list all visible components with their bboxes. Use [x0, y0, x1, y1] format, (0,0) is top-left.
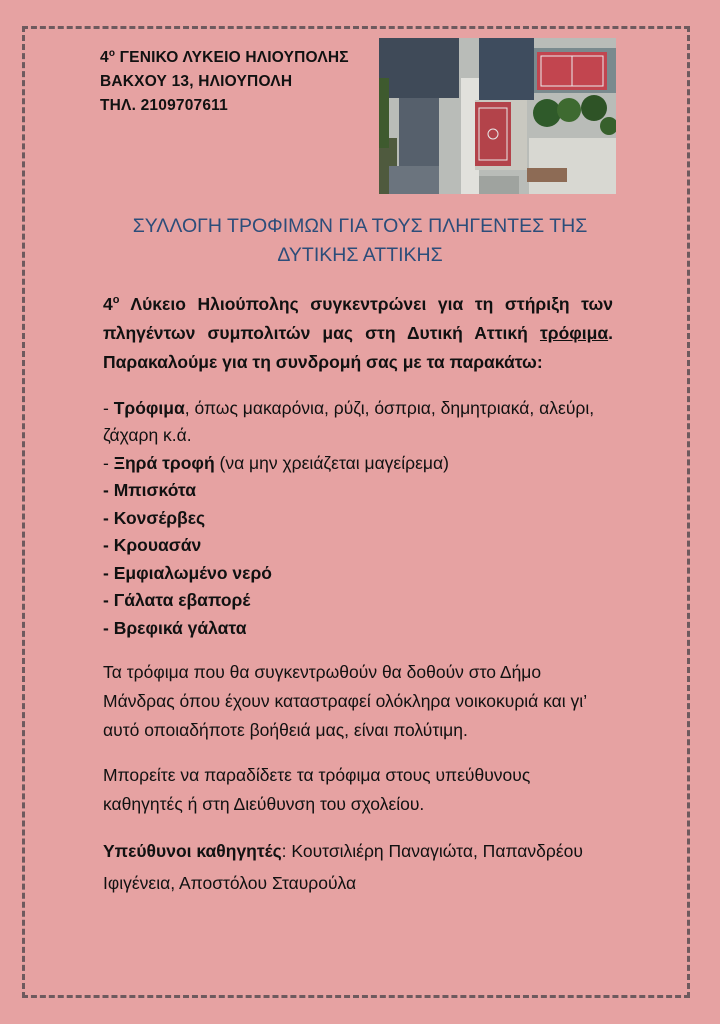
school-name: $4^o$ ΓΕΝΙΚΟ ΛΥΚΕΙΟ ΗΛΙΟΥΠΟΛΗΣ [100, 48, 349, 67]
school-phone: ΤΗΛ. 2109707611 [100, 97, 228, 115]
list-item: - Τρόφιμα, όπως μακαρόνια, ρύζι, όσπρια, δημητριακά, αλεύρι, ζάχαρη κ.ά. [103, 397, 595, 446]
list-item: - Μπισκότα [103, 480, 196, 501]
intro-paragraph: $4^o$ Λύκειο Ηλιούπολης συγκεντρώνει για τη στήριξη των πληγέντων συμπολιτών μας στη Δυτική Αττική τρόφιμα. Παρακαλούμε για τη συνδρομή σας με τα παρακάτω: [103, 293, 613, 372]
aerial-photo-illustration [379, 38, 616, 194]
delivery-paragraph: Μπορείτε να παραδίδετε τα τρόφιμα στους υπεύθυνους καθηγητές ή στη Διεύθυνση του σχολείου. [103, 765, 531, 815]
school-header [100, 42, 370, 118]
document-body [103, 286, 613, 899]
responsible-teachers: Υπεύθυνοι καθηγητές: Κουτσιλιέρη Παναγιώτα, Παπανδρέου Ιφιγένεια, Αποστόλου Σταυρούλα [103, 841, 583, 894]
underlined-word: τρόφιμα [539, 322, 609, 343]
list-item: - Γάλατα εβαπορέ [103, 590, 251, 611]
page-title [100, 212, 620, 270]
school-address: ΒΑΚΧΟΥ 13, ΗΛΙΟΥΠΟΛΗ [100, 73, 293, 91]
title-line-2: ΔΥΤΙΚΗΣ ΑΤΤΙΚΗΣ [277, 244, 443, 266]
title-line-1: ΣΥΛΛΟΓΗ ΤΡΟΦΙΜΩΝ ΓΙΑ ΤΟΥΣ ΠΛΗΓΕΝΤΕΣ ΤΗΣ [132, 215, 588, 237]
list-item: - Εμφιαλωμένο νερό [103, 562, 272, 583]
donation-items-list [103, 395, 613, 643]
list-item: - Βρεφικά γάλατα [103, 617, 247, 638]
school-aerial-photo [379, 38, 616, 194]
list-item: - Κονσέρβες [103, 507, 206, 528]
list-item: - Κρουασάν [103, 535, 202, 556]
destination-paragraph: Τα τρόφιμα που θα συγκεντρωθούν θα δοθούν στο Δήμο Μάνδρας όπου έχουν καταστραφεί ολόκληρα νοικοκυριά και γι’ αυτό οποιαδήποτε βοήθειά μας, είναι πολύτιμη. [103, 662, 587, 741]
list-item: - Ξηρά τροφή (να μην χρειάζεται μαγείρεμα) [103, 452, 449, 473]
